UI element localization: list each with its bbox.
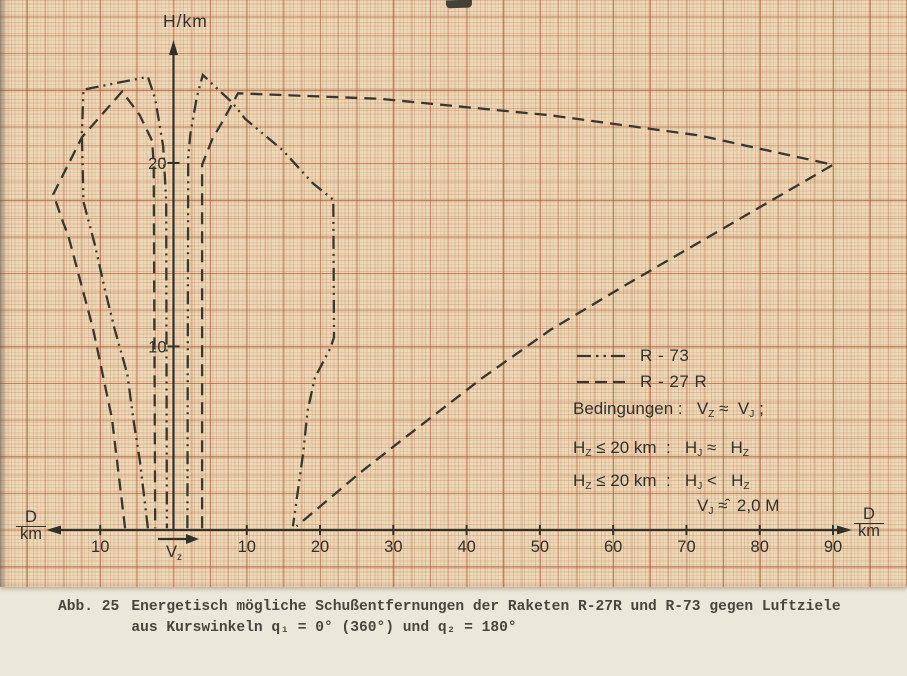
condition-line-2: $H_Z \le 20$ km : $H_J \approx H_Z$: [573, 438, 750, 460]
x-axis-label-right-num: D: [854, 507, 884, 524]
vz-arrow-head: [186, 534, 199, 544]
conditions-block: [573, 396, 779, 525]
legend: [576, 343, 707, 395]
scan-artifact-notch: [446, 0, 472, 8]
x-tick-label: 80: [750, 538, 769, 556]
x-tick-label: 60: [604, 538, 623, 556]
caption-line-2: aus Kurswinkeln q₁ = 0° (360°) und q₂ = 180°: [131, 620, 517, 636]
legend-row-r73: [576, 343, 707, 369]
x-tick-label: 70: [677, 538, 696, 556]
condition-line-4: $V_J$ ≈̂ 2,0 M: [697, 496, 780, 517]
x-tick-label: 10: [91, 538, 110, 556]
y-axis-arrow: [169, 40, 178, 55]
condition-line-3: $H_Z \le 20$ km : $H_J < H_Z$: [573, 470, 750, 492]
x-axis-label-left-den: km: [20, 525, 42, 543]
vz-vector-label: $V_z$: [166, 543, 182, 563]
legend-row-r27r: [576, 369, 707, 395]
x-axis-arrow-left: [46, 526, 61, 535]
scan-edge-shadow: [0, 0, 7, 587]
caption-line-1: Energetisch mögliche Schußentfernungen der Raketen R-27R und R-73 gegen Luftziele: [131, 599, 841, 615]
x-tick-label: 90: [823, 538, 843, 556]
x-axis-arrow-right: [837, 526, 852, 535]
x-tick-label: 20: [310, 538, 330, 556]
x-tick-label: 40: [457, 538, 476, 556]
figure-caption: [58, 597, 841, 639]
x-axis-label-right-den: km: [858, 522, 880, 540]
x-axis-label-right: [854, 507, 884, 539]
y-tick-label: 20: [148, 155, 167, 173]
legend-label-r73: R - 73: [640, 346, 690, 365]
y-tick-label: 10: [148, 338, 167, 357]
legend-line-sample-r27r: [576, 378, 626, 386]
legend-label-r27r: R - 27 R: [640, 372, 708, 391]
x-tick-label: 50: [530, 538, 550, 556]
x-axis-label-left-num: D: [16, 510, 46, 527]
caption-body: [131, 597, 840, 639]
y-axis-label: H/km: [163, 11, 208, 31]
caption-label: Abb. 25: [58, 599, 120, 615]
legend-line-sample-r73: [576, 352, 626, 360]
envelope-R-73: [187, 75, 334, 528]
x-axis-label-left: [16, 510, 46, 542]
x-tick-label: 30: [384, 538, 403, 556]
condition-line-1: Bedingungen : $V_Z \approx V_J$ ;: [573, 399, 764, 420]
x-tick-label: 10: [237, 538, 256, 556]
